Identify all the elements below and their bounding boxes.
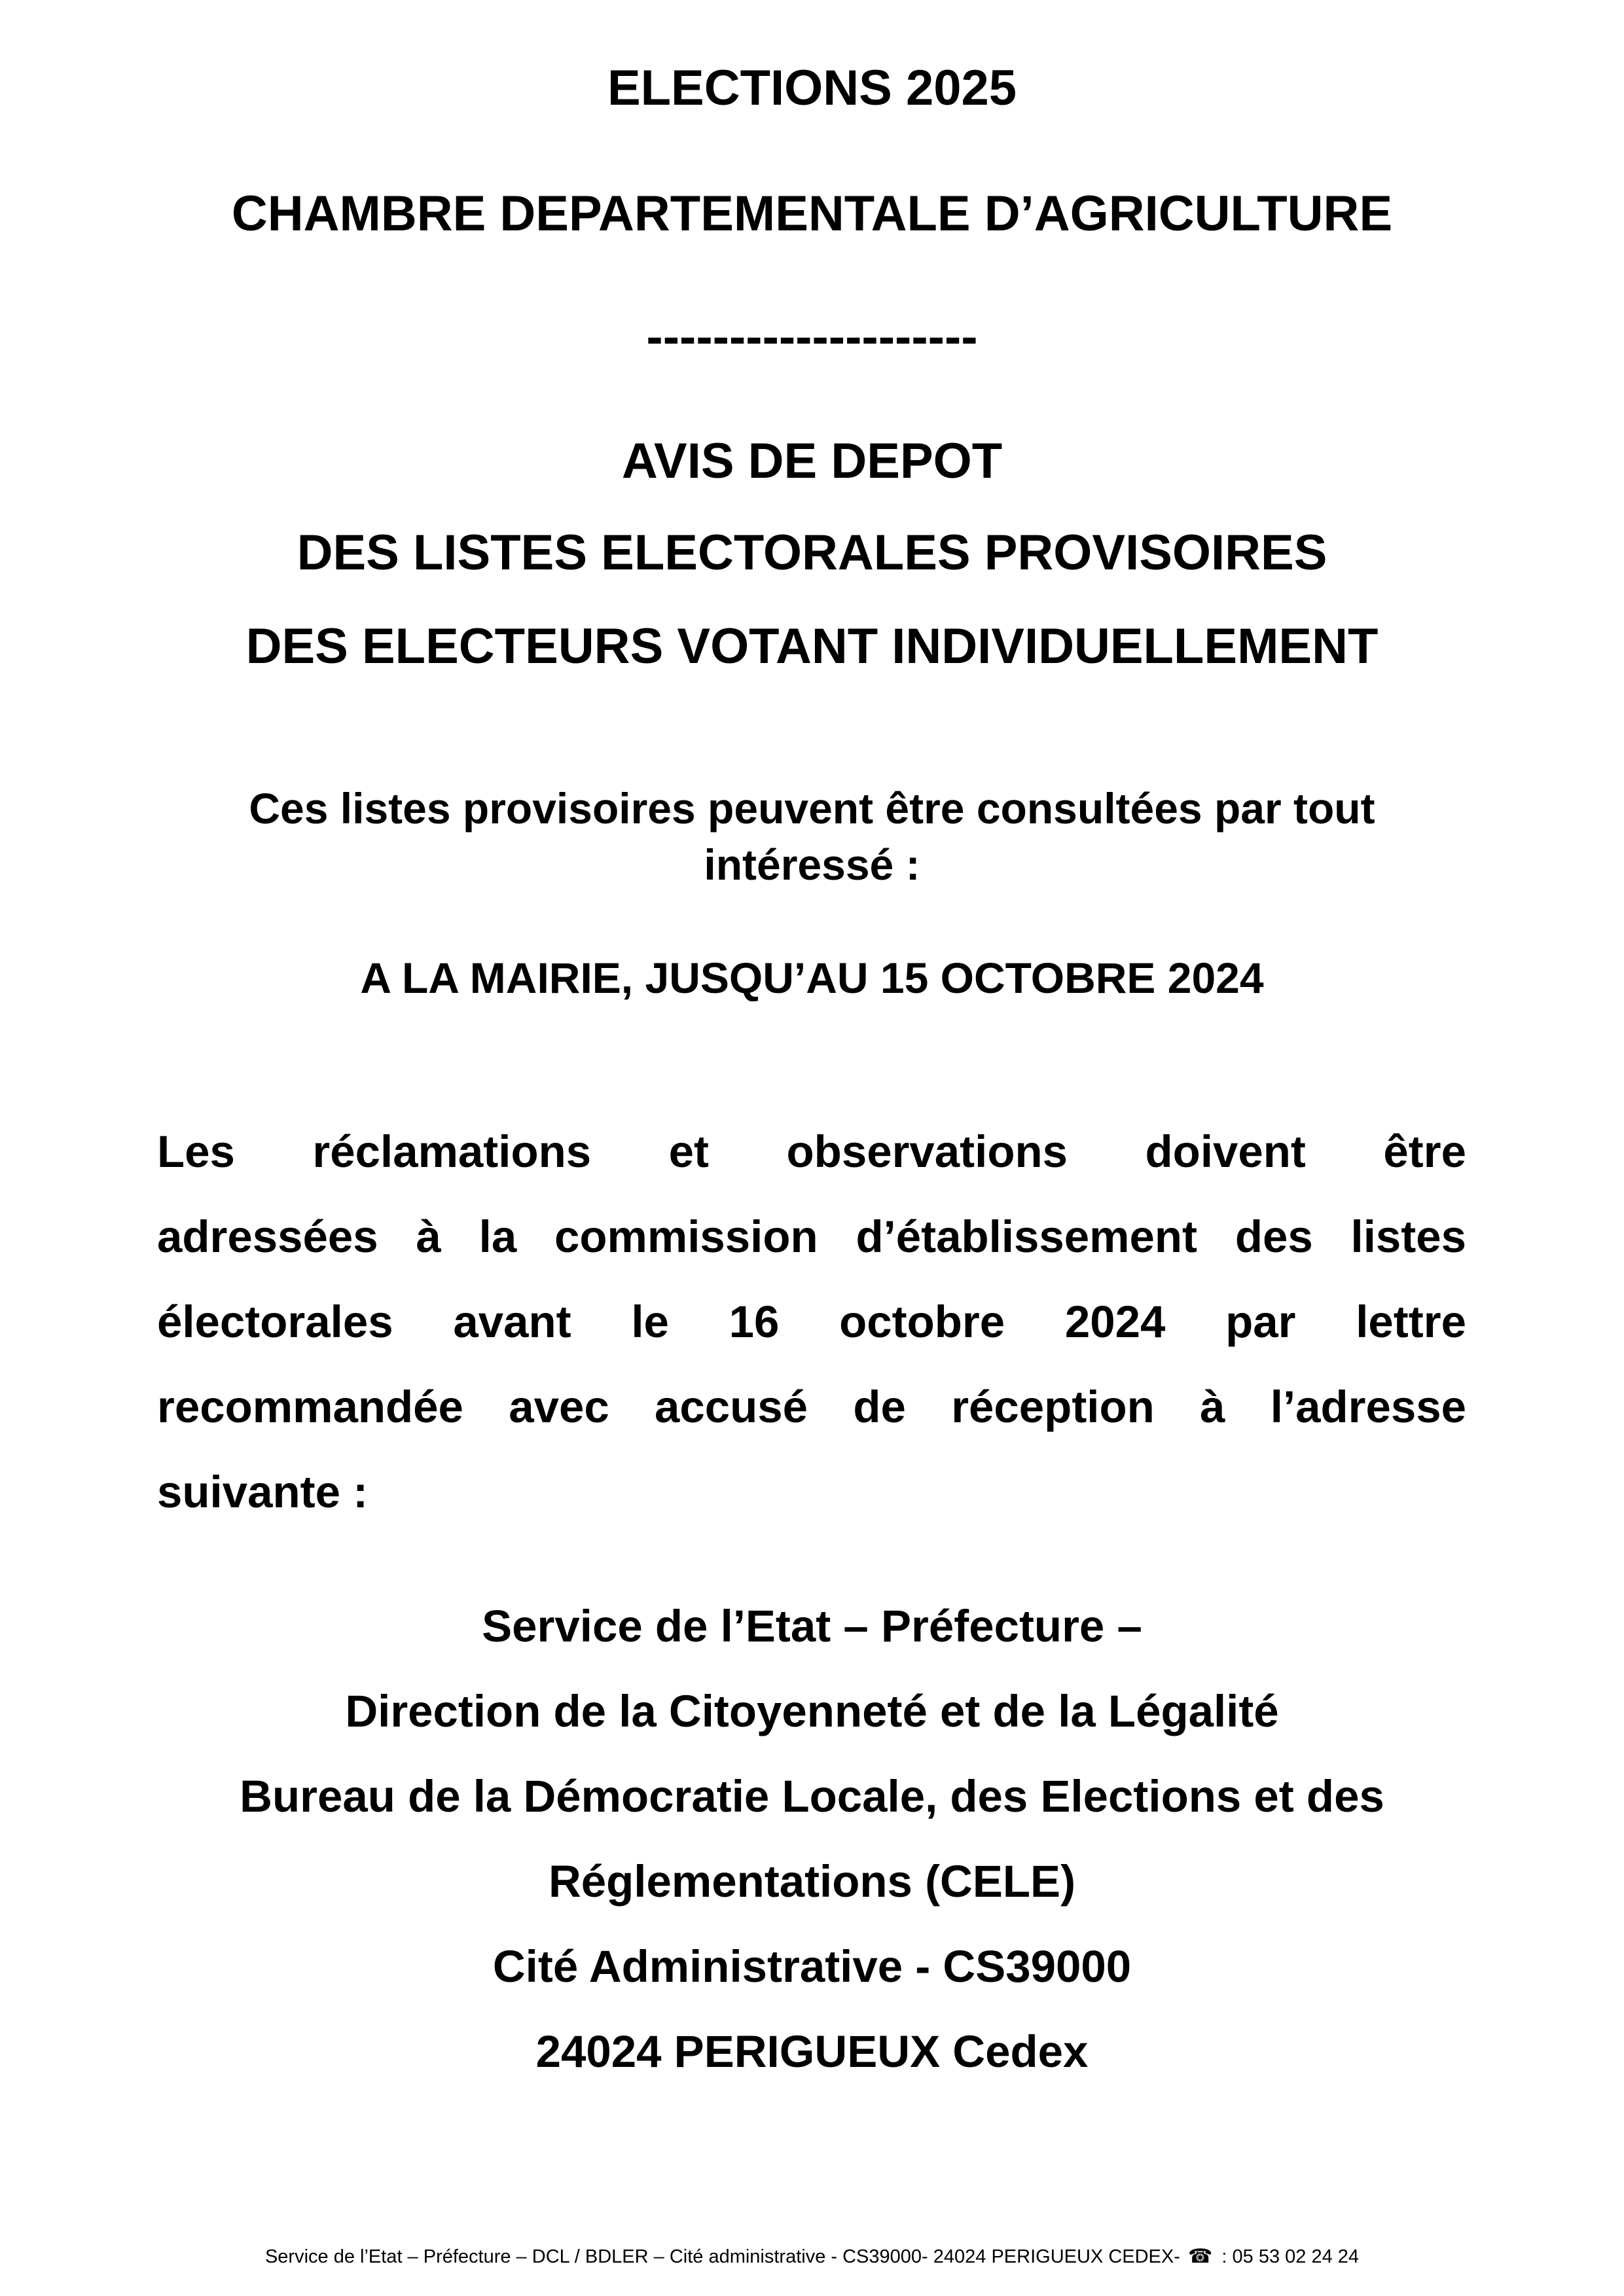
footer-phone: : 05 53 02 24 24 bbox=[1221, 2246, 1360, 2267]
separator-line: -------------------- bbox=[646, 309, 978, 365]
address-line-4: Réglementations (CELE) bbox=[548, 1856, 1076, 1907]
consultation-text bbox=[131, 780, 1493, 893]
postal-address bbox=[0, 1584, 1624, 2094]
telephone-icon: ☎ bbox=[1187, 2245, 1213, 2268]
address-line-5: Cité Administrative - CS39000 bbox=[492, 1941, 1132, 1992]
claims-line-2: adressées à la commission d’établissement des listes bbox=[157, 1211, 1466, 1262]
consultation-line-1: Ces listes provisoires peuvent être consultées par tout bbox=[249, 784, 1375, 833]
notice-heading-line-1: AVIS DE DEPOT bbox=[621, 433, 1003, 489]
address-line-6: 24024 PERIGUEUX Cedex bbox=[535, 2026, 1089, 2077]
claims-paragraph bbox=[157, 1109, 1466, 1535]
notice-heading-line-3: DES ELECTEURS VOTANT INDIVIDUELLEMENT bbox=[245, 619, 1379, 674]
address-line-2: Direction de la Citoyenneté et de la Légalité bbox=[345, 1686, 1279, 1736]
page-footer bbox=[0, 2245, 1624, 2269]
organization-heading: CHAMBRE DEPARTEMENTALE D’AGRICULTURE bbox=[231, 186, 1393, 242]
claims-line-3: électorales avant le 16 octobre 2024 par lettre bbox=[157, 1297, 1466, 1347]
page-title: ELECTIONS 2025 bbox=[607, 60, 1017, 116]
claims-line-4: recommandée avec accusé de réception à l’adresse bbox=[157, 1382, 1466, 1432]
consultation-line-2: intéressé : bbox=[704, 840, 920, 889]
address-line-1: Service de l’Etat – Préfecture – bbox=[482, 1601, 1142, 1651]
claims-line-5: suivante : bbox=[157, 1467, 369, 1517]
footer-address: Service de l’Etat – Préfecture – DCL / BDLER – Cité administrative - CS39000- 24024 PERIGUEUX CEDEX- bbox=[264, 2246, 1180, 2267]
notice-heading-line-2: DES LISTES ELECTORALES PROVISOIRES bbox=[297, 525, 1327, 581]
consultation-deadline: A LA MAIRIE, JUSQU’AU 15 OCTOBRE 2024 bbox=[360, 954, 1264, 1002]
address-line-3: Bureau de la Démocratie Locale, des Elections et des bbox=[240, 1771, 1384, 1821]
claims-line-1: Les réclamations et observations doivent être bbox=[157, 1126, 1466, 1177]
